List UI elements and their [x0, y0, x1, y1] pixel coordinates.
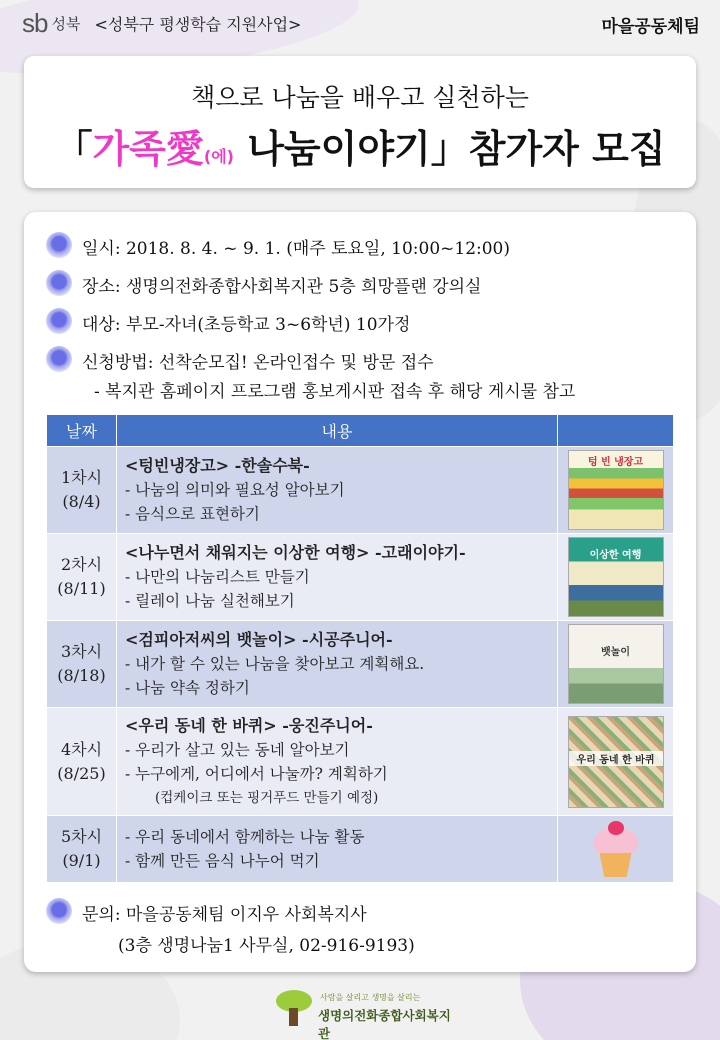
activity-item: - 나만의 나눔리스트 만들기 — [125, 568, 310, 586]
session-date: (8/18) — [57, 666, 106, 685]
book-title: <검피아저씨의 뱃놀이> -시공주니어- — [125, 630, 393, 649]
activity-item: - 내가 할 수 있는 나눔을 찾아보고 계획해요. — [125, 655, 425, 673]
content-cell — [117, 447, 558, 534]
session-label: 2차시 — [60, 555, 103, 574]
table-row — [47, 708, 674, 816]
info-date-text: 일시: 2018. 8. 4. ~ 9. 1. (매주 토요일, 10:00~12:00) — [82, 239, 511, 259]
info-place — [46, 272, 481, 297]
logo-sub: 성북 — [51, 14, 81, 33]
session-label: 5차시 — [60, 827, 103, 846]
contact-info — [46, 900, 415, 956]
session-date: (8/11) — [57, 579, 106, 598]
logo-mark: sb — [22, 8, 48, 38]
cupcake-icon — [586, 819, 646, 879]
image-cell — [558, 816, 674, 883]
session-cell — [47, 816, 117, 883]
title-rest: 나눔이야기」참가자 모집 — [233, 127, 666, 171]
activity-item: - 우리가 살고 있는 동네 알아보기 — [125, 740, 350, 759]
bullet-icon — [46, 270, 72, 296]
content-cell — [117, 708, 558, 816]
image-cell — [558, 534, 674, 621]
book-cover-image — [568, 537, 664, 617]
activity-note: (컵케이크 또는 핑거푸드 만들기 예정) — [155, 789, 379, 806]
header-image — [558, 415, 674, 447]
session-cell — [47, 708, 117, 816]
program-name: <성북구 평생학습 지원사업> — [94, 14, 302, 34]
footer-org-name: 생명의전화종합사회복지관 — [318, 1008, 451, 1040]
session-label: 4차시 — [60, 739, 103, 759]
page-subtitle: 책으로 나눔을 배우고 실천하는 — [191, 83, 529, 112]
book-title: <나누면서 채워지는 이상한 여행> -고래이야기- — [125, 543, 466, 562]
title-card — [24, 56, 696, 188]
top-bar — [0, 0, 720, 46]
info-target — [46, 310, 410, 335]
info-target-text: 대상: 부모-자녀(초등학교 3~6학년) 10가정 — [82, 315, 411, 335]
info-apply — [46, 348, 575, 402]
cover-title: 우리 동네 한 바퀴 — [569, 751, 663, 766]
book-cover-image — [568, 450, 664, 530]
contact-line2: (3층 생명나눔1 사무실, 02-916-9193) — [118, 936, 415, 956]
title-bracket: 「 — [54, 127, 93, 171]
book-cover-image — [568, 624, 664, 704]
activity-item: - 누구에게, 어디에서 나눌까? 계획하기 — [125, 764, 388, 783]
image-cell — [558, 447, 674, 534]
header-content: 내용 — [117, 415, 558, 447]
header-date: 날짜 — [47, 415, 117, 447]
activity-item: - 우리 동네에서 함께하는 나눔 활동 — [125, 828, 365, 846]
bullet-icon — [46, 346, 72, 372]
table-row — [47, 447, 674, 534]
session-label: 3차시 — [60, 642, 103, 661]
table-row — [47, 816, 674, 883]
session-cell — [47, 447, 117, 534]
team-name: 마을공동체팀 — [601, 17, 700, 37]
footer-slogan: 사람을 살리고 생명을 살리는 — [320, 993, 421, 1002]
table-row — [47, 534, 674, 621]
title-highlight: 가족愛 — [92, 127, 204, 171]
image-cell — [558, 621, 674, 708]
session-label: 1차시 — [60, 468, 103, 487]
bullet-icon — [46, 898, 72, 924]
session-date: (9/1) — [62, 851, 101, 870]
book-title: <텅빈냉장고> -한솔수북- — [125, 456, 310, 475]
session-cell — [47, 621, 117, 708]
cover-title: 뱃놀이 — [601, 647, 630, 658]
bullet-icon — [46, 232, 72, 258]
content-cell — [117, 534, 558, 621]
content-cell — [117, 621, 558, 708]
session-cell — [47, 534, 117, 621]
info-place-text: 장소: 생명의전화종합사회복지관 5층 희망플랜 강의실 — [82, 277, 482, 297]
book-cover-image — [568, 716, 664, 808]
content-card — [24, 212, 696, 972]
bullet-icon — [46, 308, 72, 334]
session-date: (8/4) — [62, 492, 101, 511]
activity-item: - 음식으로 표현하기 — [125, 505, 260, 523]
org-logo — [22, 10, 301, 36]
info-apply-text: 신청방법: 선착순모집! 온라인접수 및 방문 접수 — [82, 353, 434, 373]
cover-title: 이상한 여행 — [589, 550, 642, 561]
info-date — [46, 234, 510, 259]
page-title — [24, 118, 696, 173]
title-small: (에) — [203, 147, 234, 166]
book-title: <우리 동네 한 바퀴> -웅진주니어- — [125, 715, 373, 735]
footer-logo — [272, 986, 452, 1040]
table-row — [47, 621, 674, 708]
schedule-table — [46, 414, 674, 883]
activity-item: - 나눔 약속 정하기 — [125, 679, 250, 697]
info-apply-note: - 복지관 홈페이지 프로그램 홍보게시판 접속 후 해당 게시물 참고 — [94, 382, 576, 402]
tree-icon — [272, 990, 316, 1024]
content-cell — [117, 816, 558, 883]
session-date: (8/25) — [57, 763, 106, 783]
activity-item: - 함께 만든 음식 나누어 먹기 — [125, 852, 320, 870]
activity-item: - 나눔의 의미와 필요성 알아보기 — [125, 481, 345, 499]
contact-line1: 문의: 마을공동체팀 이지우 사회복지사 — [82, 905, 367, 925]
cover-title: 텅 빈 냉장고 — [587, 457, 644, 468]
activity-item: - 릴레이 나눔 실천해보기 — [125, 592, 295, 610]
image-cell — [558, 708, 674, 816]
